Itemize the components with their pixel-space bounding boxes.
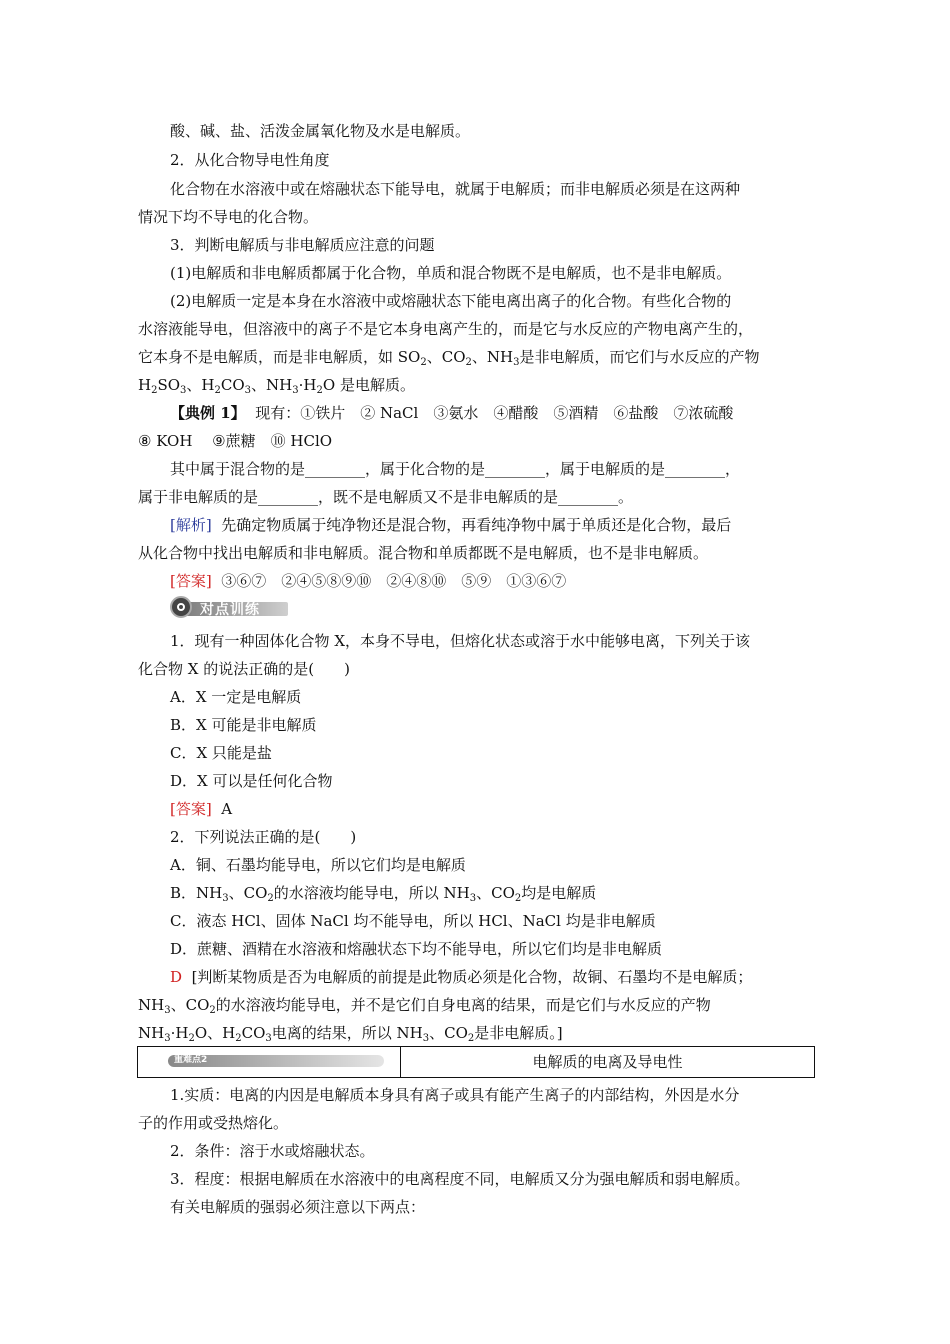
answer-line xyxy=(170,798,818,820)
explanation-line xyxy=(138,994,818,1022)
subscript: 2 xyxy=(214,385,221,396)
key-point-label: 重难点2 xyxy=(174,1055,208,1065)
subscript: 3 xyxy=(422,1033,430,1044)
subscript: 2 xyxy=(316,385,323,396)
answer-line xyxy=(170,570,818,592)
text-run: 是非电解质。] xyxy=(474,1024,563,1042)
practice-banner xyxy=(170,596,288,620)
text-line: 2．条件：溶于水或熔融状态。 xyxy=(170,1142,375,1160)
target-icon xyxy=(170,596,192,618)
text-run: 电离的结果，所以 NH xyxy=(271,1024,423,1042)
text-line: 水溶液能导电，但溶液中的离子不是它本身电离产生的，而是它与水反应的产物电离产生的， xyxy=(138,320,754,338)
text-run: 现有：①铁片 ② NaCl ③氨水 ④醋酸 ⑤酒精 ⑥盐酸 ⑦浓硫酸 xyxy=(255,404,734,422)
subscript: 2 xyxy=(467,1033,475,1044)
subscript: 2 xyxy=(235,1033,242,1044)
text-run: SO xyxy=(157,376,181,394)
subscript: 2 xyxy=(188,1033,195,1044)
text-run: NH xyxy=(138,1024,165,1042)
text-run: 、CO xyxy=(170,996,210,1014)
subscript: 2 xyxy=(267,893,274,904)
subscript: 3 xyxy=(513,357,520,368)
subscript: 3 xyxy=(244,385,252,396)
text-line: 从化合物中找出电解质和非电解质。混合物和单质都既不是电解质，也不是非电解质。 xyxy=(138,544,709,562)
answer-tag: [答案] xyxy=(170,572,212,590)
text-run: 、CO xyxy=(228,884,268,902)
option-c: C．液态 HCl、固体 NaCl 均不能导电，所以 HCl、NaCl 均是非电解质 xyxy=(170,912,656,930)
text-run: 、CO xyxy=(476,884,515,902)
option-d: D．蔗糖、酒精在水溶液和熔融状态下均不能导电，所以它们均是非电解质 xyxy=(170,940,663,958)
text-run: 、NH xyxy=(251,376,293,394)
banner-label: 对点训练 xyxy=(200,602,260,618)
text-line: 化合物在水溶液中或在熔融状态下能导电，就属于电解质；而非电解质必须是在这两种 xyxy=(170,180,741,198)
text-run: O、H xyxy=(194,1024,236,1042)
text-run: 、H xyxy=(186,376,215,394)
subscript: 3 xyxy=(265,1033,272,1044)
subscript: 3 xyxy=(164,1005,171,1016)
text-line: 情况下均不导电的化合物。 xyxy=(138,208,319,226)
subscript: 2 xyxy=(465,357,472,368)
example-line xyxy=(170,402,818,424)
key-point-label-cell xyxy=(138,1047,401,1077)
option-d: D．X 可以是任何化合物 xyxy=(170,772,333,790)
option-b: B．X 可能是非电解质 xyxy=(170,716,317,734)
question-line: 属于非电解质的是________，既不是电解质又不是非电解质的是________。 xyxy=(138,488,634,506)
text-run: CO xyxy=(220,376,245,394)
subscript: 3 xyxy=(222,893,229,904)
problem-line: 2．下列说法正确的是( ) xyxy=(170,828,357,846)
text-line: 有关电解质的强弱必须注意以下两点： xyxy=(170,1198,426,1216)
answer-value: D xyxy=(170,968,183,986)
text-run: 的水溶液均能导电，并不是它们自身电离的结果，而是它们与水反应的产物 xyxy=(215,996,711,1014)
subscript: 2 xyxy=(420,357,427,368)
text-run: H xyxy=(138,376,152,394)
text-line: 2．从化合物导电性角度 xyxy=(170,151,330,169)
text-run: 它本身不是电解质，而是非电解质，如 SO xyxy=(138,348,421,366)
subscript: 3 xyxy=(469,893,477,904)
text-run: 、NH xyxy=(471,348,514,366)
text-run: O 是电解质。 xyxy=(322,376,415,394)
text-line: 3．判断电解质与非电解质应注意的问题 xyxy=(170,236,435,254)
text-line: (1)电解质和非电解质都属于化合物，单质和混合物既不是电解质，也不是非电解质。 xyxy=(170,264,732,282)
key-point-header xyxy=(137,1046,815,1078)
subscript: 3 xyxy=(292,385,299,396)
option-a: A．铜、石墨均能导电，所以它们均是电解质 xyxy=(170,856,466,874)
text-line xyxy=(138,374,818,402)
text-line: ⑧ KOH ⑨蔗糖 ⑩ HClO xyxy=(138,432,333,450)
subscript: 2 xyxy=(151,385,158,396)
text-run: 、CO xyxy=(426,348,466,366)
text-line: 1.实质：电离的内因是电解质本身具有离子或具有能产生离子的内部结构，外因是水分 xyxy=(170,1086,740,1104)
text-line: (2)电解质一定是本身在水溶液中或熔融状态下能电离出离子的化合物。有些化合物的 xyxy=(170,292,732,310)
text-line: 酸、碱、盐、活泼金属氧化物及水是电解质。 xyxy=(170,122,471,140)
subscript: 2 xyxy=(209,1005,216,1016)
question-line: 其中属于混合物的是________，属于化合物的是________，属于电解质的是________， xyxy=(170,460,741,478)
text-run: NH xyxy=(138,996,165,1014)
text-line: 3．程度：根据电解质在水溶液中的电离程度不同，电解质又分为强电解质和弱电解质。 xyxy=(170,1170,750,1188)
text-run: 先确定物质属于纯净物还是混合物，再看纯净物中属于单质还是化合物，最后 xyxy=(221,516,732,534)
problem-line: 化合物 X 的说法正确的是( ) xyxy=(138,660,350,678)
text-run: ·H xyxy=(298,376,317,394)
explanation-line xyxy=(170,966,818,988)
subscript: 3 xyxy=(164,1033,171,1044)
subscript: 2 xyxy=(514,893,522,904)
text-run: 均是电解质 xyxy=(521,884,597,902)
text-run: 的水溶液均能导电，所以 NH xyxy=(273,884,470,902)
key-point-title: 电解质的电离及导电性 xyxy=(532,1053,683,1071)
text-run: CO xyxy=(241,1024,266,1042)
option-b xyxy=(170,882,818,910)
text-run: ·H xyxy=(170,1024,189,1042)
answer-value: A xyxy=(221,800,233,818)
text-line xyxy=(138,346,818,374)
text-run: 、CO xyxy=(429,1024,468,1042)
problem-line: 1．现有一种固体化合物 X，本身不导电，但熔化状态或溶于水中能够电离，下列关于该 xyxy=(170,632,750,650)
text-run: ③⑥⑦ ②④⑤⑧⑨⑩ ②④⑧⑩ ⑤⑨ ①③⑥⑦ xyxy=(221,572,567,590)
text-run: 是非电解质，而它们与水反应的产物 xyxy=(519,348,760,366)
subscript: 3 xyxy=(180,385,187,396)
example-heading: 【典例 1】 xyxy=(170,404,246,422)
analysis-line xyxy=(170,514,818,536)
text-run: [判断某物质是否为电解质的前提是此物质必须是化合物，故铜、石墨均不是电解质； xyxy=(191,968,753,986)
option-a: A．X 一定是电解质 xyxy=(170,688,302,706)
option-c: C．X 只能是盐 xyxy=(170,744,272,762)
text-run: B．NH xyxy=(170,884,223,902)
analysis-tag: [解析] xyxy=(170,516,212,534)
answer-tag: [答案] xyxy=(170,800,212,818)
text-line: 子的作用或受热熔化。 xyxy=(138,1114,289,1132)
